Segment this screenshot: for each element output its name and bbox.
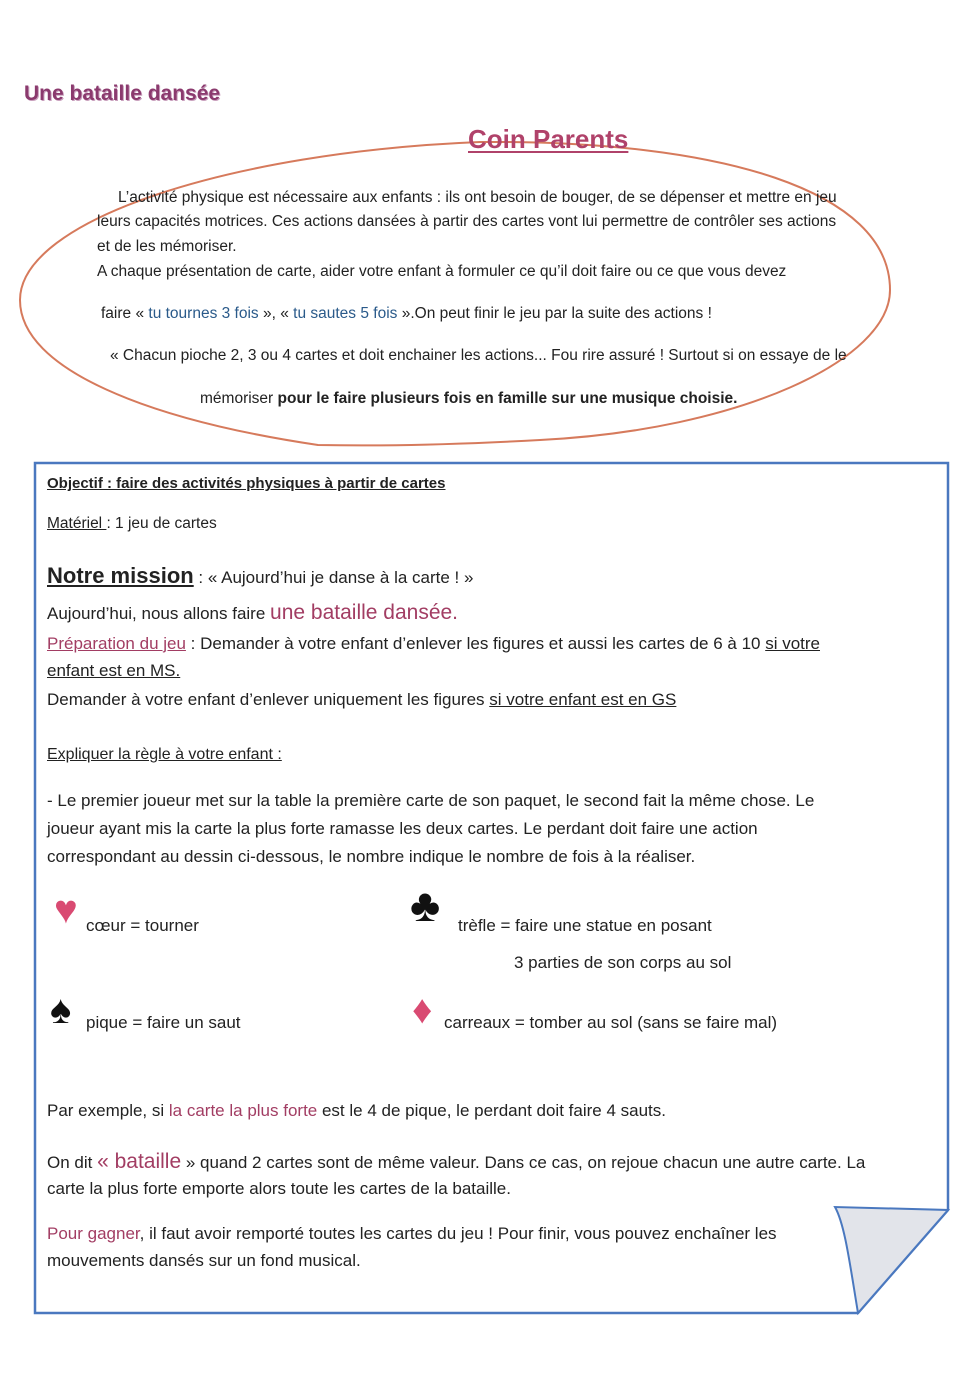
heart-icon: ♥ (54, 888, 78, 932)
preparation-line (47, 630, 820, 657)
gagner-line-2: mouvements dansés sur un fond musical. (47, 1251, 361, 1270)
preparation-label: Préparation du jeu (47, 634, 186, 653)
bubble-line-5e: ».On peut finir le jeu par la suite des actions ! (397, 305, 712, 322)
example-text-a: Par exemple, si (47, 1101, 169, 1120)
bubble-line-7b: pour le faire plusieurs fois en famille sur une musique choisie. (277, 390, 738, 407)
rule-heading: Expliquer la règle à votre enfant : (47, 746, 282, 763)
document-title: Une bataille dansée (24, 82, 221, 105)
bubble-line-5c: », « (258, 305, 294, 322)
gagner-highlight: Pour gagner (47, 1224, 140, 1243)
bataille-text-c: » quand 2 cartes sont de même valeur. Dans ce cas, on rejoue chacun une autre carte. La (181, 1153, 866, 1172)
materiel-label: Matériel (47, 515, 107, 532)
club-icon: ♣ (410, 879, 441, 931)
bataille-line-2: carte la plus forte emporte alors toute les cartes de la bataille. (47, 1179, 511, 1198)
preparation-text: : Demander à votre enfant d’enlever les figures et aussi les cartes de 6 à 10 (185, 634, 766, 653)
example-phrase-turn: tu tournes 3 fois (148, 305, 259, 322)
coin-parents-title: Coin Parents (468, 124, 629, 154)
gs-text: Demander à votre enfant d’enlever uniquement les figures (47, 690, 490, 709)
preparation-condition-a: si votre (765, 634, 820, 653)
diamond-rule: carreaux = tomber au sol (sans se faire mal) (444, 1013, 778, 1032)
bubble-line-3: et de les mémoriser. (97, 238, 237, 255)
mission-heading: Notre mission (47, 563, 194, 588)
materiel-line (47, 512, 217, 537)
materiel-value: : 1 jeu de cartes (106, 515, 217, 532)
bataille-highlight: « bataille (97, 1150, 182, 1173)
bubble-line-1: L’activité physique est nécessaire aux enfants : ils ont besoin de bouger, de se dépenser et mettre en jeu (118, 189, 837, 206)
mission-value: : « Aujourd’hui je danse à la carte ! » (193, 568, 474, 587)
objective-heading: Objectif : faire des activités physiques à partir de cartes (47, 475, 446, 492)
bubble-line-4: A chaque présentation de carte, aider votre enfant à formuler ce qu’il doit faire ou ce que vous devez (97, 263, 787, 280)
gs-line (47, 686, 676, 713)
bataille-text-a: On dit (47, 1153, 98, 1172)
gagner-line-1 (47, 1220, 777, 1247)
bubble-line-7a: mémoriser (200, 390, 278, 407)
bubble-line-5 (101, 302, 712, 326)
club-rule-2: 3 parties de son corps au sol (514, 953, 732, 972)
mission-line (47, 558, 473, 593)
aujourdhui-text: Aujourd’hui, nous allons faire (47, 604, 271, 623)
diamond-icon: ♦ (412, 988, 433, 1032)
club-rule-1: trèfle = faire une statue en posant (458, 916, 712, 935)
gs-condition: si votre enfant est en GS (489, 690, 677, 709)
rule-line-3: correspondant au dessin ci-dessous, le nombre indique le nombre de fois à la réaliser. (47, 847, 696, 866)
rule-line-1: - Le premier joueur met sur la table la première carte de son paquet, le second fait la même chose. Le (47, 791, 815, 810)
bataille-line-1 (47, 1145, 865, 1179)
rule-line-2: joueur ayant mis la carte la plus forte ramasse les deux cartes. Le perdant doit faire une action (47, 819, 758, 838)
example-text-c: est le 4 de pique, le perdant doit faire 4 sauts. (317, 1101, 666, 1120)
example-highlight: la carte la plus forte (168, 1101, 318, 1120)
bataille-dansee-highlight: une bataille dansée. (270, 601, 459, 624)
spade-icon: ♠ (50, 988, 72, 1032)
example-line (47, 1097, 666, 1124)
bubble-line-6: « Chacun pioche 2, 3 ou 4 cartes et doit enchainer les actions... Fou rire assuré ! Surtout si on essaye de le (110, 347, 847, 364)
example-phrase-jump: tu sautes 5 fois (293, 305, 398, 322)
spade-rule: pique = faire un saut (86, 1013, 241, 1032)
aujourdhui-line (47, 596, 458, 630)
heart-rule: cœur = tourner (86, 916, 199, 935)
bubble-line-2: leurs capacités motrices. Ces actions dansées à partir des cartes vont lui permettre de contrôler ses actions (97, 213, 837, 230)
gagner-text: , il faut avoir remporté toutes les cartes du jeu ! Pour finir, vous pouvez enchaîner les (139, 1224, 777, 1243)
preparation-condition-b: enfant est en MS. (47, 661, 181, 680)
bubble-line-5a: faire « (101, 305, 149, 322)
bubble-line-7 (200, 387, 737, 411)
